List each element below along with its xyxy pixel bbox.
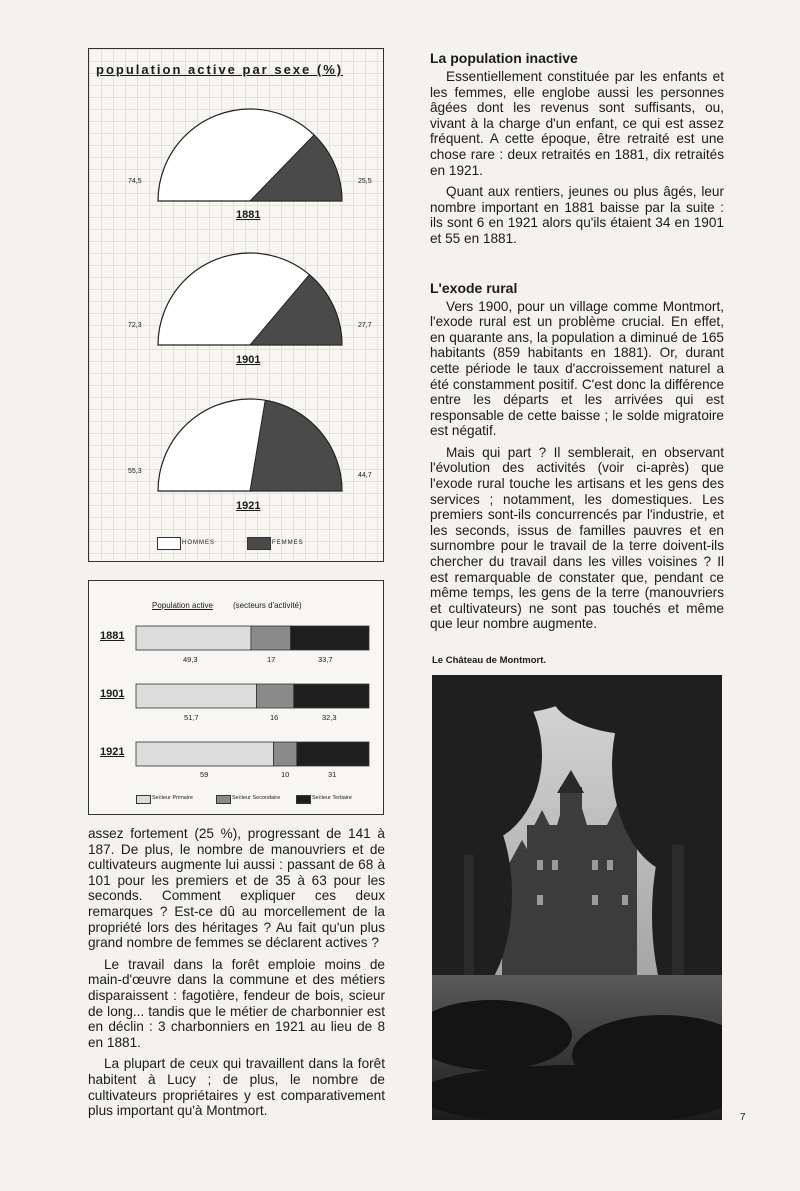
chateau-photo bbox=[432, 675, 722, 1120]
secteurs-bars bbox=[136, 626, 369, 766]
secteurs-title-sub: (secteurs d'activité) bbox=[233, 601, 302, 610]
left-column-text bbox=[88, 826, 385, 1119]
bar-1901-secondaire bbox=[257, 684, 294, 708]
figure-sexe-title: population active par sexe (%) bbox=[96, 62, 344, 77]
bar-1881-primaire bbox=[136, 626, 251, 650]
bar-1901-primaire bbox=[136, 684, 257, 708]
pie-1921-men-label: 55,3 bbox=[128, 468, 142, 475]
pie-1881-year: 1881 bbox=[236, 209, 261, 221]
right-column-text bbox=[430, 50, 724, 632]
pie-1881 bbox=[158, 109, 342, 201]
heading-population-inactive: La population inactive bbox=[430, 50, 578, 66]
photo-caption: Le Château de Montmort. bbox=[432, 655, 547, 666]
pie-1921 bbox=[158, 399, 342, 491]
pie-1921-women-label: 44,7 bbox=[358, 472, 372, 479]
legend-femmes-swatch bbox=[247, 537, 271, 550]
pie-1881-women-label: 25,5 bbox=[358, 178, 372, 185]
bar-1881-year: 1881 bbox=[100, 630, 125, 642]
bar-1901-year: 1901 bbox=[100, 688, 125, 700]
bar-1921-tertiaire bbox=[297, 742, 369, 766]
bar-1921-year: 1921 bbox=[100, 746, 125, 758]
legend-femmes-label: FEMMES bbox=[272, 540, 304, 546]
right-paragraph-4: Mais qui part ? Il semblerait, en observant l'évolution des activités (voir ci-après) que l'exode rural touche les artisans et les gens des services ; notamment, les domestiques. Les premiers sont-ils concurrencés par l'industrie, et les seconds, issus de familles pauvres et en surnombre pour le travail de la terre doivent-ils chercher du travail dans les villes voisines ? Il est remarquable de constater que, pendant ce même temps, les gens de la terre (manouvriers et cultivateurs) ne sont pas touchés et même que leur nombre augmente. bbox=[430, 444, 724, 632]
secteurs-title-main: Population active bbox=[152, 601, 213, 610]
bar-1901-primaire: 51,7 bbox=[184, 713, 199, 722]
pie-1901-year: 1901 bbox=[236, 354, 261, 366]
bar-1921-secondaire: 10 bbox=[281, 770, 290, 779]
legend-hommes-label: HOMMES bbox=[182, 540, 215, 546]
bar-1881-tertiaire bbox=[291, 626, 370, 650]
bar-1881-secondaire: 17 bbox=[267, 655, 276, 664]
heading-exode-rural: L'exode rural bbox=[430, 279, 518, 296]
bar-1881-secondaire bbox=[251, 626, 291, 650]
bar-1921-primaire bbox=[136, 742, 274, 766]
legend-primaire-label: Secteur Primaire bbox=[152, 795, 193, 801]
legend-secondaire-swatch bbox=[216, 795, 231, 804]
legend-secondaire-label: Secteur Secondaire bbox=[232, 795, 281, 801]
right-paragraph-2: Quant aux rentiers, jeunes ou plus âgés, leur nombre important en 1881 baisse par la suite : ils sont 6 en 1921 alors qu'ils étaient 34 en 1901 et 55 en 1881. bbox=[430, 184, 724, 246]
bar-1901-secondaire: 16 bbox=[270, 713, 279, 722]
pie-1901-women-label: 27,7 bbox=[358, 322, 372, 329]
pie-1901 bbox=[158, 253, 342, 345]
right-paragraph-1: Essentiellement constituée par les enfants et les femmes, elle englobe aussi les personnes âgées dont les revenus sont suffisants, ou, vivant à la charge d'un enfant, ce qui est assez fréquent. A cette époque, être retraité est une chose rare : deux retraités en 1881, dix retraités en 1921. bbox=[430, 69, 724, 178]
bar-1901-tertiaire: 32,3 bbox=[322, 713, 337, 722]
page-number: 7 bbox=[740, 1112, 746, 1123]
bar-1881-tertiaire: 33,7 bbox=[318, 655, 333, 664]
left-paragraph-2: Le travail dans la forêt emploie moins de main-d'œuvre dans la commune et des métiers disparaissent : fagotière, fendeur de bois, scieur de long... tandis que le métier de charbonnier est en déclin : 3 charbonniers en 1921 au lieu de 8 en 1881. bbox=[88, 956, 385, 1050]
legend-tertiaire-label: Secteur Tertiaire bbox=[312, 795, 352, 801]
secteurs-bars-svg bbox=[88, 580, 382, 813]
bar-1921-secondaire bbox=[274, 742, 297, 766]
pie-1881-men-label: 74,5 bbox=[128, 178, 142, 185]
pie-1901-men-label: 72,3 bbox=[128, 322, 142, 329]
legend-hommes-swatch bbox=[157, 537, 181, 550]
chateau-illustration bbox=[432, 675, 722, 1120]
bar-1881-primaire: 49,3 bbox=[183, 655, 198, 664]
bar-1921-tertiaire: 31 bbox=[328, 770, 337, 779]
left-paragraph-1: assez fortement (25 %), progressant de 141 à 187. De plus, le nombre de manouvriers et de cultivateurs augmente lui aussi : passant de 68 à 101 pour les premiers et de 35 à 63 pour les seconds. Comment expliquer ces deux remarques ? Est-ce dû au morcellement de la propriété lors des héritages ? Au fait qu'un plus grand nombre de femmes se déclarent actives ? bbox=[88, 826, 385, 951]
right-paragraph-3: Vers 1900, pour un village comme Montmort, l'exode rural est un problème crucial. En effet, en quarante ans, la population a diminué de 165 habitants (859 habitants en 1881). Or, durant cette période le taux d'accroissement naturel a été constamment positif. C'est donc la différence entre les départs et les arrivées qui est responsable de cette baisse ; le solde migratoire est négatif. bbox=[430, 298, 724, 439]
pie-1921-women-sector bbox=[250, 400, 342, 491]
pie-1921-year: 1921 bbox=[236, 500, 261, 512]
legend-tertiaire-swatch bbox=[296, 795, 311, 804]
bar-1901-tertiaire bbox=[294, 684, 369, 708]
bar-1921-primaire: 59 bbox=[200, 770, 209, 779]
sexe-pies-svg bbox=[88, 48, 382, 560]
left-paragraph-3: La plupart de ceux qui travaillent dans la forêt habitent à Lucy ; de plus, le nombre de cultivateurs propriétaires y est comparativement plus important qu'à Montmort. bbox=[88, 1056, 385, 1119]
legend-primaire-swatch bbox=[136, 795, 151, 804]
